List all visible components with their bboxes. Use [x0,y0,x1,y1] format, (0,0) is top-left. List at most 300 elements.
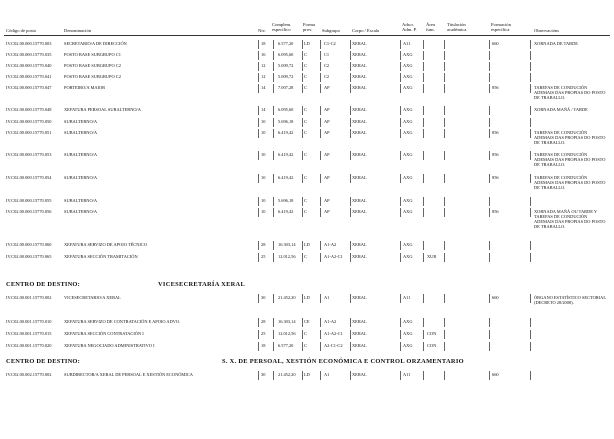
column-separator [423,330,424,339]
column-separator [302,330,303,339]
cell-form: 660 [492,295,499,300]
cell-adscr: A11 [403,295,411,300]
column-separator [258,197,259,206]
cell-corpo: XERAL [352,343,367,348]
cell-comp: 16.303,14 [278,242,296,247]
column-separator [350,106,351,115]
cell-sub: A1-A2-C1 [324,331,343,336]
cell-forma: C [304,343,307,348]
column-separator [320,84,321,93]
column-separator [423,253,424,262]
cell-niv: 14 [261,107,266,112]
cell-corpo: XERAL [352,74,367,79]
column-separator [530,294,531,303]
column-separator [400,318,401,327]
cell-niv: 10 [261,119,266,124]
column-separator [400,118,401,127]
cell-comp: 21.452,20 [278,295,296,300]
column-separator [423,84,424,93]
cell-code: IV.C02.00.000.15770.055 [6,198,52,203]
column-separator [423,371,424,380]
cell-niv: 10 [261,175,266,180]
cell-adscr: AXG [403,209,413,214]
column-separator [400,151,401,160]
cell-code: IV.C02.00.002.15770.002 [6,372,52,377]
cell-forma: C [304,175,307,180]
cell-sub: AP [324,152,330,157]
column-separator [423,151,424,160]
cell-corpo: XERAL [352,331,367,336]
cell-area: CON [427,331,437,336]
cell-obs: TAREFAS DE CONDUCIÓN ADEMAIS DAS PROPIAS DO POSTO DE TRABALLO. [534,130,606,145]
cell-sub: A2-C1-C2 [324,343,343,348]
column-separator [320,151,321,160]
column-separator [489,330,490,339]
column-separator [258,73,259,82]
cell-obs: XORNADA MAÑÁ / TARDE [534,107,588,112]
cell-comp: 12.012,56 [278,254,296,259]
cell-corpo: XERAL [352,107,367,112]
cell-code: IV.C02.00.000.15770.048 [6,107,52,112]
cell-forma: C [304,74,307,79]
cell-sub: A1-A2 [324,319,337,324]
cell-comp: 6.095,60 [278,107,294,112]
column-separator [530,208,531,217]
column-separator [530,241,531,250]
column-separator [320,241,321,250]
cell-den: SUBALTERNO/A [64,175,98,180]
cell-adscr: AXG [403,331,413,336]
cell-den: SUBALTERNO/A [64,130,98,135]
column-separator [350,342,351,351]
column-separator [423,51,424,60]
centro-name-1: VICESECRETARÍA XERAL [158,281,246,288]
column-separator [258,62,259,71]
column-separator [423,129,424,138]
cell-code: IV.C02.00.000.15770.065 [6,254,52,259]
cell-den: VICESECRETARIO/A XERAL [64,295,121,300]
column-separator [258,371,259,380]
cell-sub: C1-C2 [324,41,336,46]
column-separator [423,118,424,127]
column-separator [273,197,274,206]
column-separator [258,241,259,250]
column-separator [400,62,401,71]
column-separator [273,129,274,138]
cell-forma: LD [304,242,310,247]
cell-sub: AP [324,209,330,214]
cell-forma: C [304,209,307,214]
column-separator [350,51,351,60]
column-separator [273,342,274,351]
cell-sub: A1-A2 [324,242,337,247]
cell-corpo: XERAL [352,152,367,157]
column-separator [320,118,321,127]
column-separator [320,208,321,217]
cell-corpo: XERAL [352,119,367,124]
cell-comp: 5.696,18 [278,198,294,203]
cell-comp: 6.419,42 [278,209,294,214]
cell-niv: 10 [261,209,266,214]
cell-comp: 7.007,28 [278,85,294,90]
column-separator [444,62,445,71]
column-separator [423,62,424,71]
column-separator [320,73,321,82]
cell-form: 856 [492,85,499,90]
column-separator [258,118,259,127]
cell-code: IV.C02.00.000.15770.035 [6,52,52,57]
column-separator [258,208,259,217]
column-separator [258,294,259,303]
cell-adscr: AXG [403,254,413,259]
cell-form: 856 [492,175,499,180]
column-separator [400,253,401,262]
column-separator [320,40,321,49]
cell-corpo: XERAL [352,175,367,180]
column-separator [302,151,303,160]
column-separator [444,106,445,115]
column-separator [302,129,303,138]
header-niv: Niv. [258,28,266,33]
column-separator [350,253,351,262]
cell-niv: 18 [261,41,266,46]
column-separator [320,318,321,327]
centro-name-2: S. X. DE PERSOAL, XESTIÓN ECONÓMICA E CONTROL ORZAMENTARIO [222,358,464,365]
cell-area: XUR [427,254,437,259]
cell-code: IV.C02.00.001.15770.010 [6,319,52,324]
cell-code: IV.C02.00.000.15770.041 [6,74,52,79]
column-separator [444,197,445,206]
column-separator [350,84,351,93]
column-separator [258,151,259,160]
cell-den: POSTO BASE SUBGRUPO C1 [64,52,121,57]
column-separator [302,241,303,250]
cell-forma: C [304,198,307,203]
cell-forma: C [304,107,307,112]
centro-label-1: CENTRO DE DESTINO: [6,281,80,288]
cell-code: IV.C02.00.000.15770.040 [6,63,52,68]
cell-corpo: XERAL [352,41,367,46]
cell-obs: TAREFAS DE CONDUCIÓN ADEMAIS DAS PROPIAS DO POSTO DE TRABALLO. [534,85,606,100]
cell-niv: 10 [261,152,266,157]
column-separator [258,174,259,183]
column-separator [350,208,351,217]
cell-comp: 6.577,20 [278,41,294,46]
cell-niv: 25 [261,331,266,336]
cell-comp: 6.577,20 [278,343,294,348]
cell-adscr: A11 [403,41,411,46]
column-separator [489,118,490,127]
cell-code: IV.C02.00.000.15770.050 [6,119,52,124]
header-adscr: Adscr. Adm. P. [402,22,417,32]
column-separator [530,318,531,327]
column-separator [302,342,303,351]
column-separator [350,371,351,380]
column-separator [489,197,490,206]
cell-den: SUBALTERNO/A [64,119,98,124]
column-separator [258,51,259,60]
cell-comp: 6.095,60 [278,52,294,57]
cell-corpo: XERAL [352,209,367,214]
column-separator [400,342,401,351]
column-separator [530,106,531,115]
column-separator [320,62,321,71]
cell-forma: C [304,331,307,336]
cell-comp: 5.009,72 [278,63,294,68]
column-separator [444,208,445,217]
cell-den: XEFATURA SECCIÓN CONTRATACIÓN I [64,331,144,336]
column-separator [423,241,424,250]
cell-code: IV.C02.00.000.15770.051 [6,130,52,135]
cell-comp: 12.012,56 [278,331,296,336]
cell-forma: LD [304,295,310,300]
cell-sub: AP [324,119,330,124]
column-separator [302,51,303,60]
column-separator [489,294,490,303]
column-separator [489,253,490,262]
cell-forma: C [304,119,307,124]
column-separator [258,84,259,93]
column-separator [258,342,259,351]
cell-adscr: AXG [403,107,413,112]
column-separator [530,330,531,339]
cell-adscr: A11 [403,372,411,377]
cell-sub: A1-A2-C1 [324,254,343,259]
column-separator [320,197,321,206]
cell-adscr: AXG [403,319,413,324]
cell-den: POSTO BASE SUBGRUPO C2 [64,74,121,79]
column-separator [302,106,303,115]
column-separator [489,40,490,49]
cell-adscr: AXG [403,52,413,57]
cell-forma: LD [304,372,310,377]
cell-comp: 6.419,42 [278,130,294,135]
column-separator [400,129,401,138]
cell-niv: 12 [261,74,266,79]
column-separator [320,253,321,262]
column-separator [273,208,274,217]
column-separator [350,129,351,138]
column-separator [273,151,274,160]
column-separator [302,62,303,71]
cell-corpo: XERAL [352,295,367,300]
cell-area: CON [427,343,437,348]
cell-sub: AP [324,175,330,180]
cell-den: XEFATURA NEGOCIADO ADMINISTRATIVO I [64,343,155,348]
cell-niv: 14 [261,85,266,90]
cell-obs: ÓRGANO ESTATÍSTICO SECTORIAL (DECRETO 28/2008). [534,295,606,305]
cell-den: SUBALTERNO/A [64,209,98,214]
cell-niv: 28 [261,242,266,247]
column-separator [302,208,303,217]
column-separator [400,106,401,115]
column-separator [258,106,259,115]
header-denominacion: Denominación [64,28,92,33]
column-separator [489,241,490,250]
column-separator [302,197,303,206]
cell-den: SUBALTERNO/A [64,152,98,157]
column-separator [444,73,445,82]
column-separator [530,84,531,93]
column-separator [489,106,490,115]
column-separator [350,318,351,327]
header-formacion: Formación específica [491,22,511,32]
column-separator [302,253,303,262]
column-separator [350,197,351,206]
column-separator [444,241,445,250]
header-codigo: Código de posto [6,28,37,33]
column-separator [530,73,531,82]
cell-adscr: AXG [403,175,413,180]
column-separator [489,151,490,160]
centro-label-2: CENTRO DE DESTINO: [6,358,80,365]
cell-adscr: AXG [403,198,413,203]
column-separator [350,294,351,303]
header-observacions: Observacións [534,28,560,33]
column-separator [320,174,321,183]
column-separator [423,40,424,49]
cell-niv: 18 [261,343,266,348]
header-titulacion: Titulación académica [447,22,467,32]
column-separator [444,40,445,49]
cell-code: IV.C02.00.001.15770.015 [6,331,52,336]
column-separator [400,294,401,303]
cell-code: IV.C02.00.001.15770.020 [6,343,52,348]
column-separator [489,129,490,138]
column-separator [530,174,531,183]
column-separator [530,51,531,60]
cell-sub: A1 [324,295,330,300]
cell-code: IV.C02.00.000.15770.060 [6,242,52,247]
column-separator [489,62,490,71]
cell-form: 856 [492,130,499,135]
column-separator [350,62,351,71]
column-separator [400,197,401,206]
column-separator [530,371,531,380]
column-separator [530,197,531,206]
cell-forma: C [304,254,307,259]
cell-adscr: AXG [403,119,413,124]
column-separator [273,118,274,127]
column-separator [273,318,274,327]
column-separator [302,174,303,183]
column-separator [258,253,259,262]
cell-sub: AP [324,85,330,90]
column-separator [400,330,401,339]
header-area: Área func. [426,22,436,32]
column-separator [258,318,259,327]
cell-niv: 30 [261,295,266,300]
cell-corpo: XERAL [352,63,367,68]
header-complem: Complem. específico [272,22,292,32]
cell-niv: 30 [261,372,266,377]
column-separator [423,342,424,351]
column-separator [423,106,424,115]
cell-obs: XORNADA DE TARDE [534,41,578,46]
column-separator [489,73,490,82]
column-separator [302,40,303,49]
cell-den: POSTO BASE SUBGRUPO C2 [64,63,121,68]
column-separator [273,174,274,183]
column-separator [444,174,445,183]
column-separator [423,174,424,183]
cell-sub: AP [324,198,330,203]
cell-den: PORTEIRO/A MAIOR [64,85,106,90]
cell-comp: 6.419,42 [278,152,294,157]
column-separator [273,40,274,49]
column-separator [530,62,531,71]
cell-sub: AP [324,130,330,135]
column-separator [273,62,274,71]
column-separator [273,241,274,250]
column-separator [273,106,274,115]
column-separator [400,51,401,60]
column-separator [320,342,321,351]
cell-sub: C1 [324,52,330,57]
column-separator [273,51,274,60]
column-separator [400,241,401,250]
column-separator [273,294,274,303]
cell-corpo: XERAL [352,242,367,247]
column-separator [350,174,351,183]
column-separator [444,371,445,380]
column-separator [423,73,424,82]
cell-forma: LD [304,41,310,46]
cell-den: XEFATURA PERSOAL SUBALTERNO/A [64,107,141,112]
column-separator [444,342,445,351]
cell-code: IV.C02.00.000.15770.054 [6,175,52,180]
column-separator [400,371,401,380]
column-separator [400,174,401,183]
cell-corpo: XERAL [352,319,367,324]
cell-form: 856 [492,152,499,157]
column-separator [444,51,445,60]
column-separator [400,84,401,93]
column-separator [273,371,274,380]
cell-sub: AP [324,107,330,112]
cell-code: IV.C02.00.000.15770.056 [6,209,52,214]
cell-sub: C2 [324,63,330,68]
column-separator [530,118,531,127]
cell-niv: 12 [261,63,266,68]
header-forma: Forma prov. [303,22,315,32]
column-separator [530,342,531,351]
column-separator [302,318,303,327]
column-separator [423,197,424,206]
cell-den: XEFATURA SECCIÓN TRAMITACIÓN [64,254,138,259]
column-separator [350,73,351,82]
column-separator [423,318,424,327]
cell-comp: 5.009,72 [278,74,294,79]
column-separator [273,253,274,262]
column-separator [444,253,445,262]
column-separator [302,73,303,82]
cell-forma: C [304,85,307,90]
cell-form: 660 [492,41,499,46]
column-separator [489,318,490,327]
cell-corpo: XERAL [352,372,367,377]
header-subgrupo: Subgrupo [322,28,340,33]
cell-forma: C [304,130,307,135]
cell-code: IV.C02.00.000.15770.053 [6,152,52,157]
cell-adscr: AXG [403,130,413,135]
cell-obs: TAREFAS DE CONDUCIÓN ADEMAIS DAS PROPIAS DO POSTO DE TRABALLO. [534,175,606,190]
cell-adscr: AXG [403,74,413,79]
column-separator [320,106,321,115]
column-separator [320,294,321,303]
column-separator [258,40,259,49]
cell-comp: 5.696,18 [278,119,294,124]
